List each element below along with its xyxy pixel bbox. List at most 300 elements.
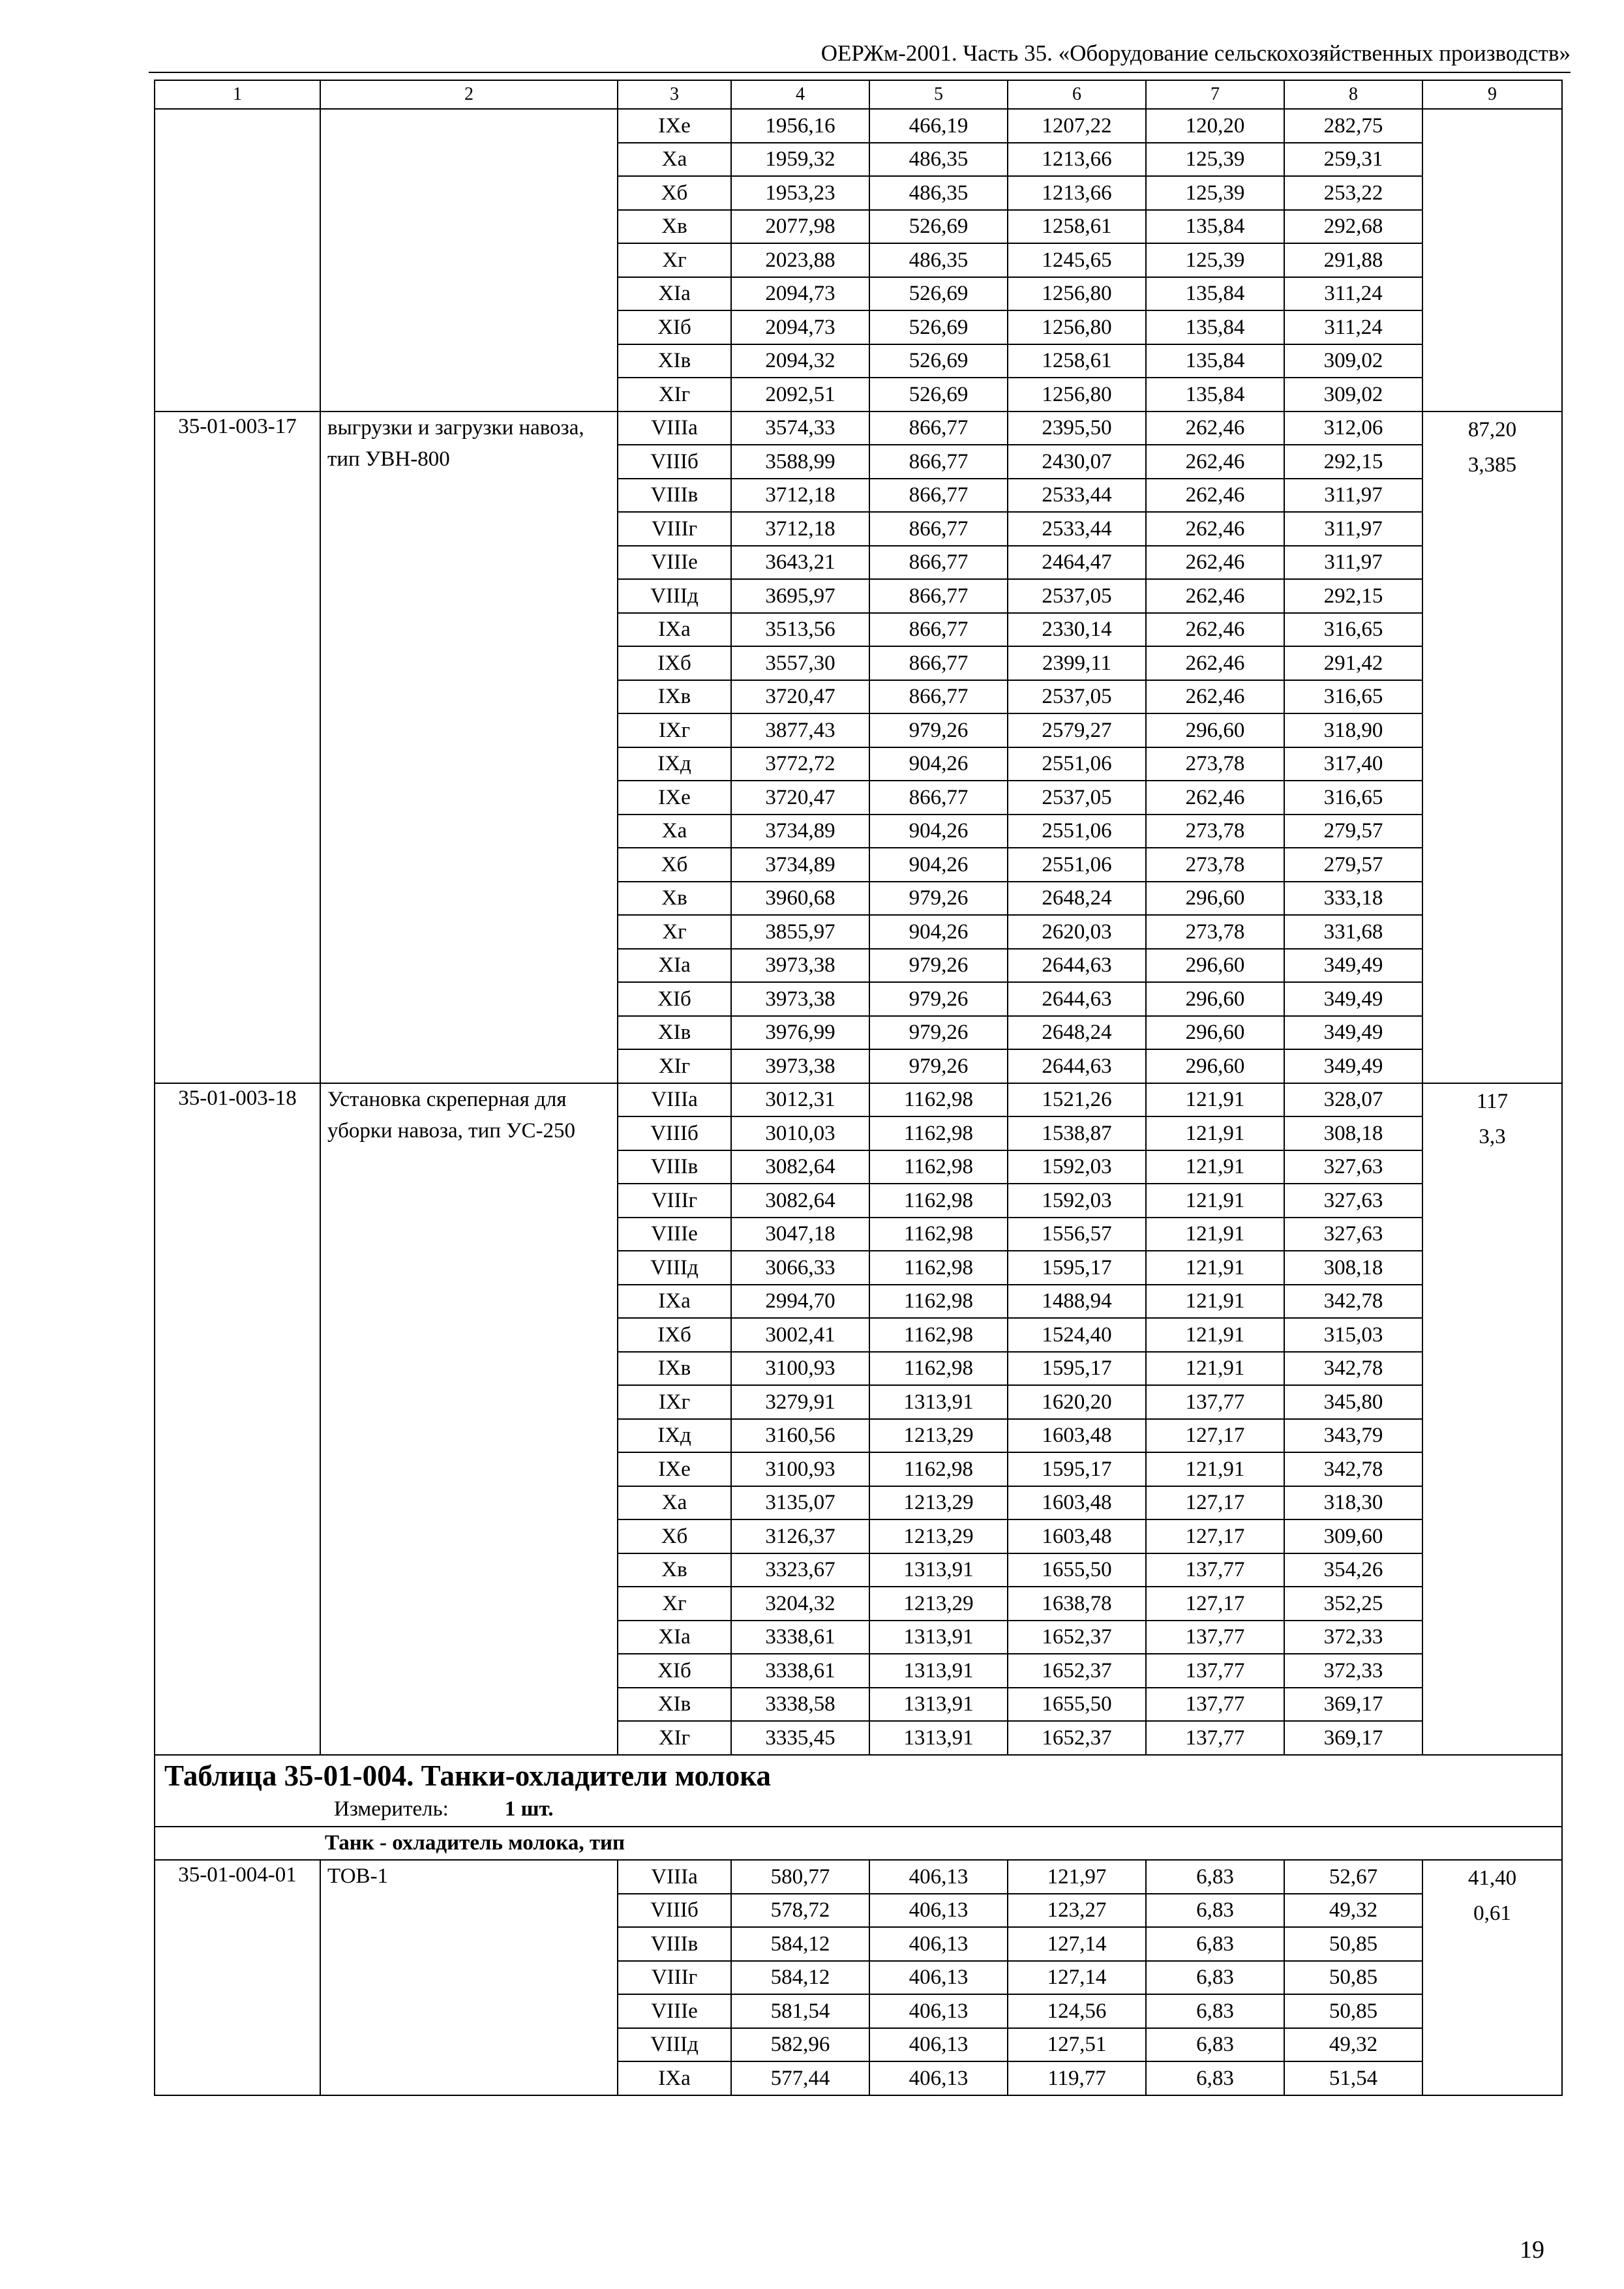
region-zone: IXд: [618, 1419, 731, 1453]
price-value: 2094,32: [731, 344, 869, 378]
column-number: 5: [869, 80, 1008, 109]
price-value: 311,97: [1284, 479, 1422, 513]
price-value: 2023,88: [731, 243, 869, 277]
price-value: 372,33: [1284, 1621, 1422, 1654]
price-value: 318,90: [1284, 713, 1422, 747]
price-value: 2551,06: [1008, 848, 1146, 882]
price-value: 137,77: [1146, 1385, 1284, 1419]
price-value: 406,13: [869, 1927, 1008, 1961]
region-zone: VIIIа: [618, 1083, 731, 1117]
price-value: 2620,03: [1008, 915, 1146, 949]
column-number: 9: [1422, 80, 1562, 109]
price-value: 296,60: [1146, 882, 1284, 916]
resource-name: ТОВ-1: [320, 1860, 618, 2095]
price-value: 135,84: [1146, 344, 1284, 378]
price-value: 582,96: [731, 2028, 869, 2062]
region-zone: IXб: [618, 1318, 731, 1352]
price-value: 291,88: [1284, 243, 1422, 277]
price-value: 486,35: [869, 176, 1008, 210]
region-zone: IXе: [618, 109, 731, 143]
region-zone: VIIIа: [618, 1860, 731, 1894]
price-value: 866,77: [869, 646, 1008, 680]
price-value: 3338,61: [731, 1621, 869, 1654]
price-value: 3338,58: [731, 1688, 869, 1722]
price-value: 2648,24: [1008, 882, 1146, 916]
price-value: 296,60: [1146, 982, 1284, 1016]
column-9-values: [1422, 109, 1562, 411]
region-zone: VIIIг: [618, 1961, 731, 1995]
price-value: 1603,48: [1008, 1519, 1146, 1553]
price-value: 2551,06: [1008, 747, 1146, 781]
region-zone: IXе: [618, 1452, 731, 1486]
price-value: 3204,32: [731, 1587, 869, 1621]
price-value: 2537,05: [1008, 680, 1146, 714]
price-value: 135,84: [1146, 378, 1284, 411]
price-value: 296,60: [1146, 1016, 1284, 1050]
column-9-values: [1422, 411, 1562, 1083]
price-value: 581,54: [731, 1994, 869, 2028]
price-value: 121,91: [1146, 1251, 1284, 1285]
price-value: 273,78: [1146, 915, 1284, 949]
price-value: 2579,27: [1008, 713, 1146, 747]
price-value: 2648,24: [1008, 1016, 1146, 1050]
price-value: 273,78: [1146, 747, 1284, 781]
price-value: 291,42: [1284, 646, 1422, 680]
price-value: 2395,50: [1008, 411, 1146, 445]
price-value: 262,46: [1146, 411, 1284, 445]
price-value: 2094,73: [731, 310, 869, 344]
region-zone: Xв: [618, 882, 731, 916]
price-value: 3643,21: [731, 546, 869, 580]
region-zone: VIIIв: [618, 1927, 731, 1961]
price-value: 2533,44: [1008, 479, 1146, 513]
price-table: [154, 80, 1563, 2096]
price-value: 3082,64: [731, 1184, 869, 1218]
price-value: 3973,38: [731, 1049, 869, 1083]
resource-code: 35-01-003-18: [155, 1083, 320, 1755]
price-value: 3720,47: [731, 781, 869, 815]
price-value: 262,46: [1146, 680, 1284, 714]
resource-code: 35-01-004-01: [155, 1860, 320, 2095]
price-value: 308,18: [1284, 1116, 1422, 1150]
price-value: 137,77: [1146, 1621, 1284, 1654]
price-value: 1556,57: [1008, 1218, 1146, 1251]
region-zone: IXд: [618, 747, 731, 781]
price-value: 3513,56: [731, 613, 869, 647]
price-value: 331,68: [1284, 915, 1422, 949]
price-value: 135,84: [1146, 277, 1284, 311]
region-zone: XIв: [618, 344, 731, 378]
price-value: 979,26: [869, 1049, 1008, 1083]
price-value: 1603,48: [1008, 1486, 1146, 1520]
price-value: 3557,30: [731, 646, 869, 680]
price-value: 1603,48: [1008, 1419, 1146, 1453]
region-zone: XIг: [618, 378, 731, 411]
price-value: 127,51: [1008, 2028, 1146, 2062]
price-value: 1213,29: [869, 1587, 1008, 1621]
price-value: 137,77: [1146, 1688, 1284, 1722]
price-value: 3047,18: [731, 1218, 869, 1251]
price-value: 1162,98: [869, 1150, 1008, 1184]
price-value: 1313,91: [869, 1688, 1008, 1722]
column-9-value: 0,61: [1473, 1902, 1511, 1925]
price-value: 6,83: [1146, 1894, 1284, 1928]
price-value: 3877,43: [731, 713, 869, 747]
price-value: 866,77: [869, 479, 1008, 513]
price-value: 279,57: [1284, 815, 1422, 848]
price-value: 3960,68: [731, 882, 869, 916]
price-value: 1256,80: [1008, 310, 1146, 344]
price-value: 866,77: [869, 546, 1008, 580]
price-value: 3082,64: [731, 1150, 869, 1184]
region-zone: Xб: [618, 176, 731, 210]
price-value: 1207,22: [1008, 109, 1146, 143]
price-value: 1521,26: [1008, 1083, 1146, 1117]
region-zone: XIб: [618, 310, 731, 344]
price-value: 3100,93: [731, 1352, 869, 1386]
region-zone: XIб: [618, 982, 731, 1016]
price-value: 866,77: [869, 512, 1008, 546]
region-zone: Xб: [618, 848, 731, 882]
region-zone: VIIIг: [618, 1184, 731, 1218]
region-zone: XIв: [618, 1688, 731, 1722]
price-value: 979,26: [869, 882, 1008, 916]
region-zone: VIIIв: [618, 479, 731, 513]
price-value: 3100,93: [731, 1452, 869, 1486]
price-value: 121,91: [1146, 1150, 1284, 1184]
running-header: ОЕРЖм-2001. Часть 35. «Оборудование сельскохозяйственных производств»: [820, 40, 1571, 66]
price-value: 486,35: [869, 243, 1008, 277]
price-value: 904,26: [869, 915, 1008, 949]
price-value: 262,46: [1146, 646, 1284, 680]
region-zone: Xв: [618, 1553, 731, 1587]
region-zone: IXа: [618, 613, 731, 647]
price-value: 3338,61: [731, 1654, 869, 1688]
price-value: 406,13: [869, 1994, 1008, 2028]
price-value: 406,13: [869, 1860, 1008, 1894]
price-value: 2994,70: [731, 1285, 869, 1319]
price-value: 345,80: [1284, 1385, 1422, 1419]
price-value: 352,25: [1284, 1587, 1422, 1621]
price-value: 127,17: [1146, 1587, 1284, 1621]
region-zone: Xб: [618, 1519, 731, 1553]
price-value: 342,78: [1284, 1285, 1422, 1319]
price-value: 2464,47: [1008, 546, 1146, 580]
price-value: 1313,91: [869, 1385, 1008, 1419]
region-zone: IXв: [618, 680, 731, 714]
price-value: 262,46: [1146, 613, 1284, 647]
region-zone: VIIIа: [618, 411, 731, 445]
price-value: 121,91: [1146, 1318, 1284, 1352]
page-number: 19: [1520, 2236, 1544, 2264]
price-value: 2551,06: [1008, 815, 1146, 848]
price-value: 1162,98: [869, 1116, 1008, 1150]
price-value: 342,78: [1284, 1352, 1422, 1386]
price-value: 904,26: [869, 848, 1008, 882]
price-value: 309,02: [1284, 344, 1422, 378]
price-value: 127,17: [1146, 1419, 1284, 1453]
price-value: 1538,87: [1008, 1116, 1146, 1150]
price-value: 292,68: [1284, 210, 1422, 244]
price-value: 1213,66: [1008, 176, 1146, 210]
column-9-value: 87,20: [1467, 417, 1517, 441]
column-9-value: 117: [1476, 1089, 1509, 1113]
price-value: 127,17: [1146, 1519, 1284, 1553]
price-value: 866,77: [869, 680, 1008, 714]
region-zone: VIIIб: [618, 445, 731, 479]
price-value: 354,26: [1284, 1553, 1422, 1587]
subgroup-row: [155, 1827, 1562, 1861]
price-value: 49,32: [1284, 2028, 1422, 2062]
price-value: 1655,50: [1008, 1688, 1146, 1722]
table-row: [155, 109, 1562, 143]
price-value: 121,91: [1146, 1116, 1284, 1150]
price-value: 349,49: [1284, 982, 1422, 1016]
price-value: 327,63: [1284, 1218, 1422, 1251]
price-value: 1162,98: [869, 1184, 1008, 1218]
column-9-values: [1422, 1860, 1562, 2095]
column-number: 3: [618, 80, 731, 109]
region-zone: VIIIб: [618, 1894, 731, 1928]
price-value: 1313,91: [869, 1621, 1008, 1654]
price-value: 309,02: [1284, 378, 1422, 411]
region-zone: XIа: [618, 277, 731, 311]
price-value: 3695,97: [731, 579, 869, 613]
price-value: 6,83: [1146, 1961, 1284, 1995]
price-value: 311,24: [1284, 310, 1422, 344]
price-value: 3279,91: [731, 1385, 869, 1419]
region-zone: IXг: [618, 713, 731, 747]
price-value: 273,78: [1146, 815, 1284, 848]
price-value: 125,39: [1146, 176, 1284, 210]
price-value: 121,91: [1146, 1083, 1284, 1117]
price-value: 526,69: [869, 210, 1008, 244]
price-value: 1213,29: [869, 1519, 1008, 1553]
section-header-row: [155, 1755, 1562, 1827]
price-value: 127,14: [1008, 1961, 1146, 1995]
price-value: 1162,98: [869, 1251, 1008, 1285]
column-9-value: 3,385: [1467, 453, 1517, 477]
price-value: 121,91: [1146, 1285, 1284, 1319]
price-value: 125,39: [1146, 143, 1284, 177]
region-zone: VIIIе: [618, 1218, 731, 1251]
price-value: 6,83: [1146, 1927, 1284, 1961]
price-value: 526,69: [869, 378, 1008, 411]
price-value: 121,91: [1146, 1452, 1284, 1486]
price-value: 2092,51: [731, 378, 869, 411]
price-value: 317,40: [1284, 747, 1422, 781]
region-zone: Xв: [618, 210, 731, 244]
price-value: 866,77: [869, 445, 1008, 479]
price-value: 866,77: [869, 613, 1008, 647]
subgroup-title: Танк - охладитель молока, тип: [155, 1827, 1562, 1861]
price-value: 312,06: [1284, 411, 1422, 445]
price-value: 6,83: [1146, 2061, 1284, 2095]
price-value: 292,15: [1284, 579, 1422, 613]
region-zone: Xа: [618, 815, 731, 848]
region-zone: VIIIв: [618, 1150, 731, 1184]
price-value: 50,85: [1284, 1927, 1422, 1961]
price-value: 273,78: [1146, 848, 1284, 882]
region-zone: IXв: [618, 1352, 731, 1386]
price-value: 311,24: [1284, 277, 1422, 311]
price-value: 372,33: [1284, 1654, 1422, 1688]
price-value: 343,79: [1284, 1419, 1422, 1453]
price-value: 406,13: [869, 1894, 1008, 1928]
price-value: 3323,67: [731, 1553, 869, 1587]
price-value: 121,91: [1146, 1352, 1284, 1386]
price-value: 466,19: [869, 109, 1008, 143]
price-value: 406,13: [869, 2028, 1008, 2062]
price-value: 3002,41: [731, 1318, 869, 1352]
price-value: 486,35: [869, 143, 1008, 177]
price-value: 349,49: [1284, 949, 1422, 983]
price-value: 259,31: [1284, 143, 1422, 177]
price-value: 3012,31: [731, 1083, 869, 1117]
region-zone: IXа: [618, 1285, 731, 1319]
price-value: 311,97: [1284, 546, 1422, 580]
price-value: 979,26: [869, 713, 1008, 747]
price-value: 3720,47: [731, 680, 869, 714]
column-number: 6: [1008, 80, 1146, 109]
price-value: 1213,29: [869, 1486, 1008, 1520]
price-value: 1953,23: [731, 176, 869, 210]
price-value: 1652,37: [1008, 1721, 1146, 1755]
region-zone: Xг: [618, 1587, 731, 1621]
region-zone: IXе: [618, 781, 731, 815]
column-9-value: 3,3: [1479, 1124, 1506, 1148]
price-value: 1620,20: [1008, 1385, 1146, 1419]
region-zone: Xг: [618, 243, 731, 277]
price-value: 327,63: [1284, 1150, 1422, 1184]
price-value: 1258,61: [1008, 210, 1146, 244]
price-value: 584,12: [731, 1961, 869, 1995]
region-zone: IXг: [618, 1385, 731, 1419]
price-value: 315,03: [1284, 1318, 1422, 1352]
price-value: 866,77: [869, 781, 1008, 815]
price-value: 127,14: [1008, 1927, 1146, 1961]
region-zone: VIIIе: [618, 546, 731, 580]
price-value: 3734,89: [731, 815, 869, 848]
region-zone: XIв: [618, 1016, 731, 1050]
section-title: Таблица 35-01-004. Танки-охладители молока: [164, 1759, 772, 1792]
price-value: 137,77: [1146, 1721, 1284, 1755]
price-value: 3335,45: [731, 1721, 869, 1755]
region-zone: XIа: [618, 949, 731, 983]
section-title-cell: [155, 1755, 1562, 1827]
region-zone: VIIIд: [618, 1251, 731, 1285]
price-value: 3855,97: [731, 915, 869, 949]
column-number: 1: [155, 80, 320, 109]
price-value: 904,26: [869, 815, 1008, 848]
price-value: 137,77: [1146, 1654, 1284, 1688]
measure-line: [164, 1792, 1561, 1826]
price-value: 3772,72: [731, 747, 869, 781]
price-value: 316,65: [1284, 781, 1422, 815]
price-value: 311,97: [1284, 512, 1422, 546]
column-number: 7: [1146, 80, 1284, 109]
price-value: 6,83: [1146, 2028, 1284, 2062]
column-number-row: [155, 80, 1562, 109]
price-value: 3712,18: [731, 512, 869, 546]
price-value: 6,83: [1146, 1860, 1284, 1894]
price-value: 52,67: [1284, 1860, 1422, 1894]
region-zone: Xа: [618, 143, 731, 177]
region-zone: XIа: [618, 1621, 731, 1654]
price-value: 1162,98: [869, 1218, 1008, 1251]
price-value: 262,46: [1146, 445, 1284, 479]
price-value: 526,69: [869, 310, 1008, 344]
price-value: 309,60: [1284, 1519, 1422, 1553]
resource-name: выгрузки и загрузки навоза, тип УВН-800: [320, 411, 618, 1083]
price-value: 1245,65: [1008, 243, 1146, 277]
price-value: 979,26: [869, 982, 1008, 1016]
price-value: 279,57: [1284, 848, 1422, 882]
resource-code: 35-01-003-17: [155, 411, 320, 1083]
region-zone: XIб: [618, 1654, 731, 1688]
column-9-values: [1422, 1083, 1562, 1755]
region-zone: VIIIе: [618, 1994, 731, 2028]
price-value: 369,17: [1284, 1688, 1422, 1722]
price-value: 578,72: [731, 1894, 869, 1928]
region-zone: Xа: [618, 1486, 731, 1520]
price-value: 2644,63: [1008, 949, 1146, 983]
price-value: 123,27: [1008, 1894, 1146, 1928]
column-number: 2: [320, 80, 618, 109]
price-value: 262,46: [1146, 479, 1284, 513]
price-value: 1638,78: [1008, 1587, 1146, 1621]
price-value: 1488,94: [1008, 1285, 1146, 1319]
price-value: 3066,33: [731, 1251, 869, 1285]
price-value: 316,65: [1284, 680, 1422, 714]
price-value: 137,77: [1146, 1553, 1284, 1587]
price-value: 2330,14: [1008, 613, 1146, 647]
price-value: 979,26: [869, 949, 1008, 983]
price-value: 580,77: [731, 1860, 869, 1894]
price-value: 1162,98: [869, 1083, 1008, 1117]
price-value: 3712,18: [731, 479, 869, 513]
price-value: 1655,50: [1008, 1553, 1146, 1587]
price-value: 253,22: [1284, 176, 1422, 210]
price-value: 1652,37: [1008, 1621, 1146, 1654]
price-value: 526,69: [869, 344, 1008, 378]
region-zone: IXа: [618, 2061, 731, 2095]
price-value: 318,30: [1284, 1486, 1422, 1520]
price-value: 262,46: [1146, 781, 1284, 815]
price-value: 316,65: [1284, 613, 1422, 647]
price-value: 327,63: [1284, 1184, 1422, 1218]
price-value: 121,97: [1008, 1860, 1146, 1894]
price-value: 1162,98: [869, 1285, 1008, 1319]
price-value: 2644,63: [1008, 1049, 1146, 1083]
price-value: 262,46: [1146, 512, 1284, 546]
price-value: 1592,03: [1008, 1150, 1146, 1184]
table-row: [155, 1860, 1562, 1894]
price-value: 262,46: [1146, 546, 1284, 580]
price-value: 584,12: [731, 1927, 869, 1961]
price-value: 124,56: [1008, 1994, 1146, 2028]
price-value: 1162,98: [869, 1318, 1008, 1352]
price-value: 3135,07: [731, 1486, 869, 1520]
price-value: 3973,38: [731, 982, 869, 1016]
price-value: 1595,17: [1008, 1251, 1146, 1285]
resource-code: [155, 109, 320, 411]
price-value: 577,44: [731, 2061, 869, 2095]
price-value: 2537,05: [1008, 579, 1146, 613]
price-value: 50,85: [1284, 1961, 1422, 1995]
column-9-value: 41,40: [1467, 1866, 1517, 1890]
table-row: [155, 411, 1562, 445]
